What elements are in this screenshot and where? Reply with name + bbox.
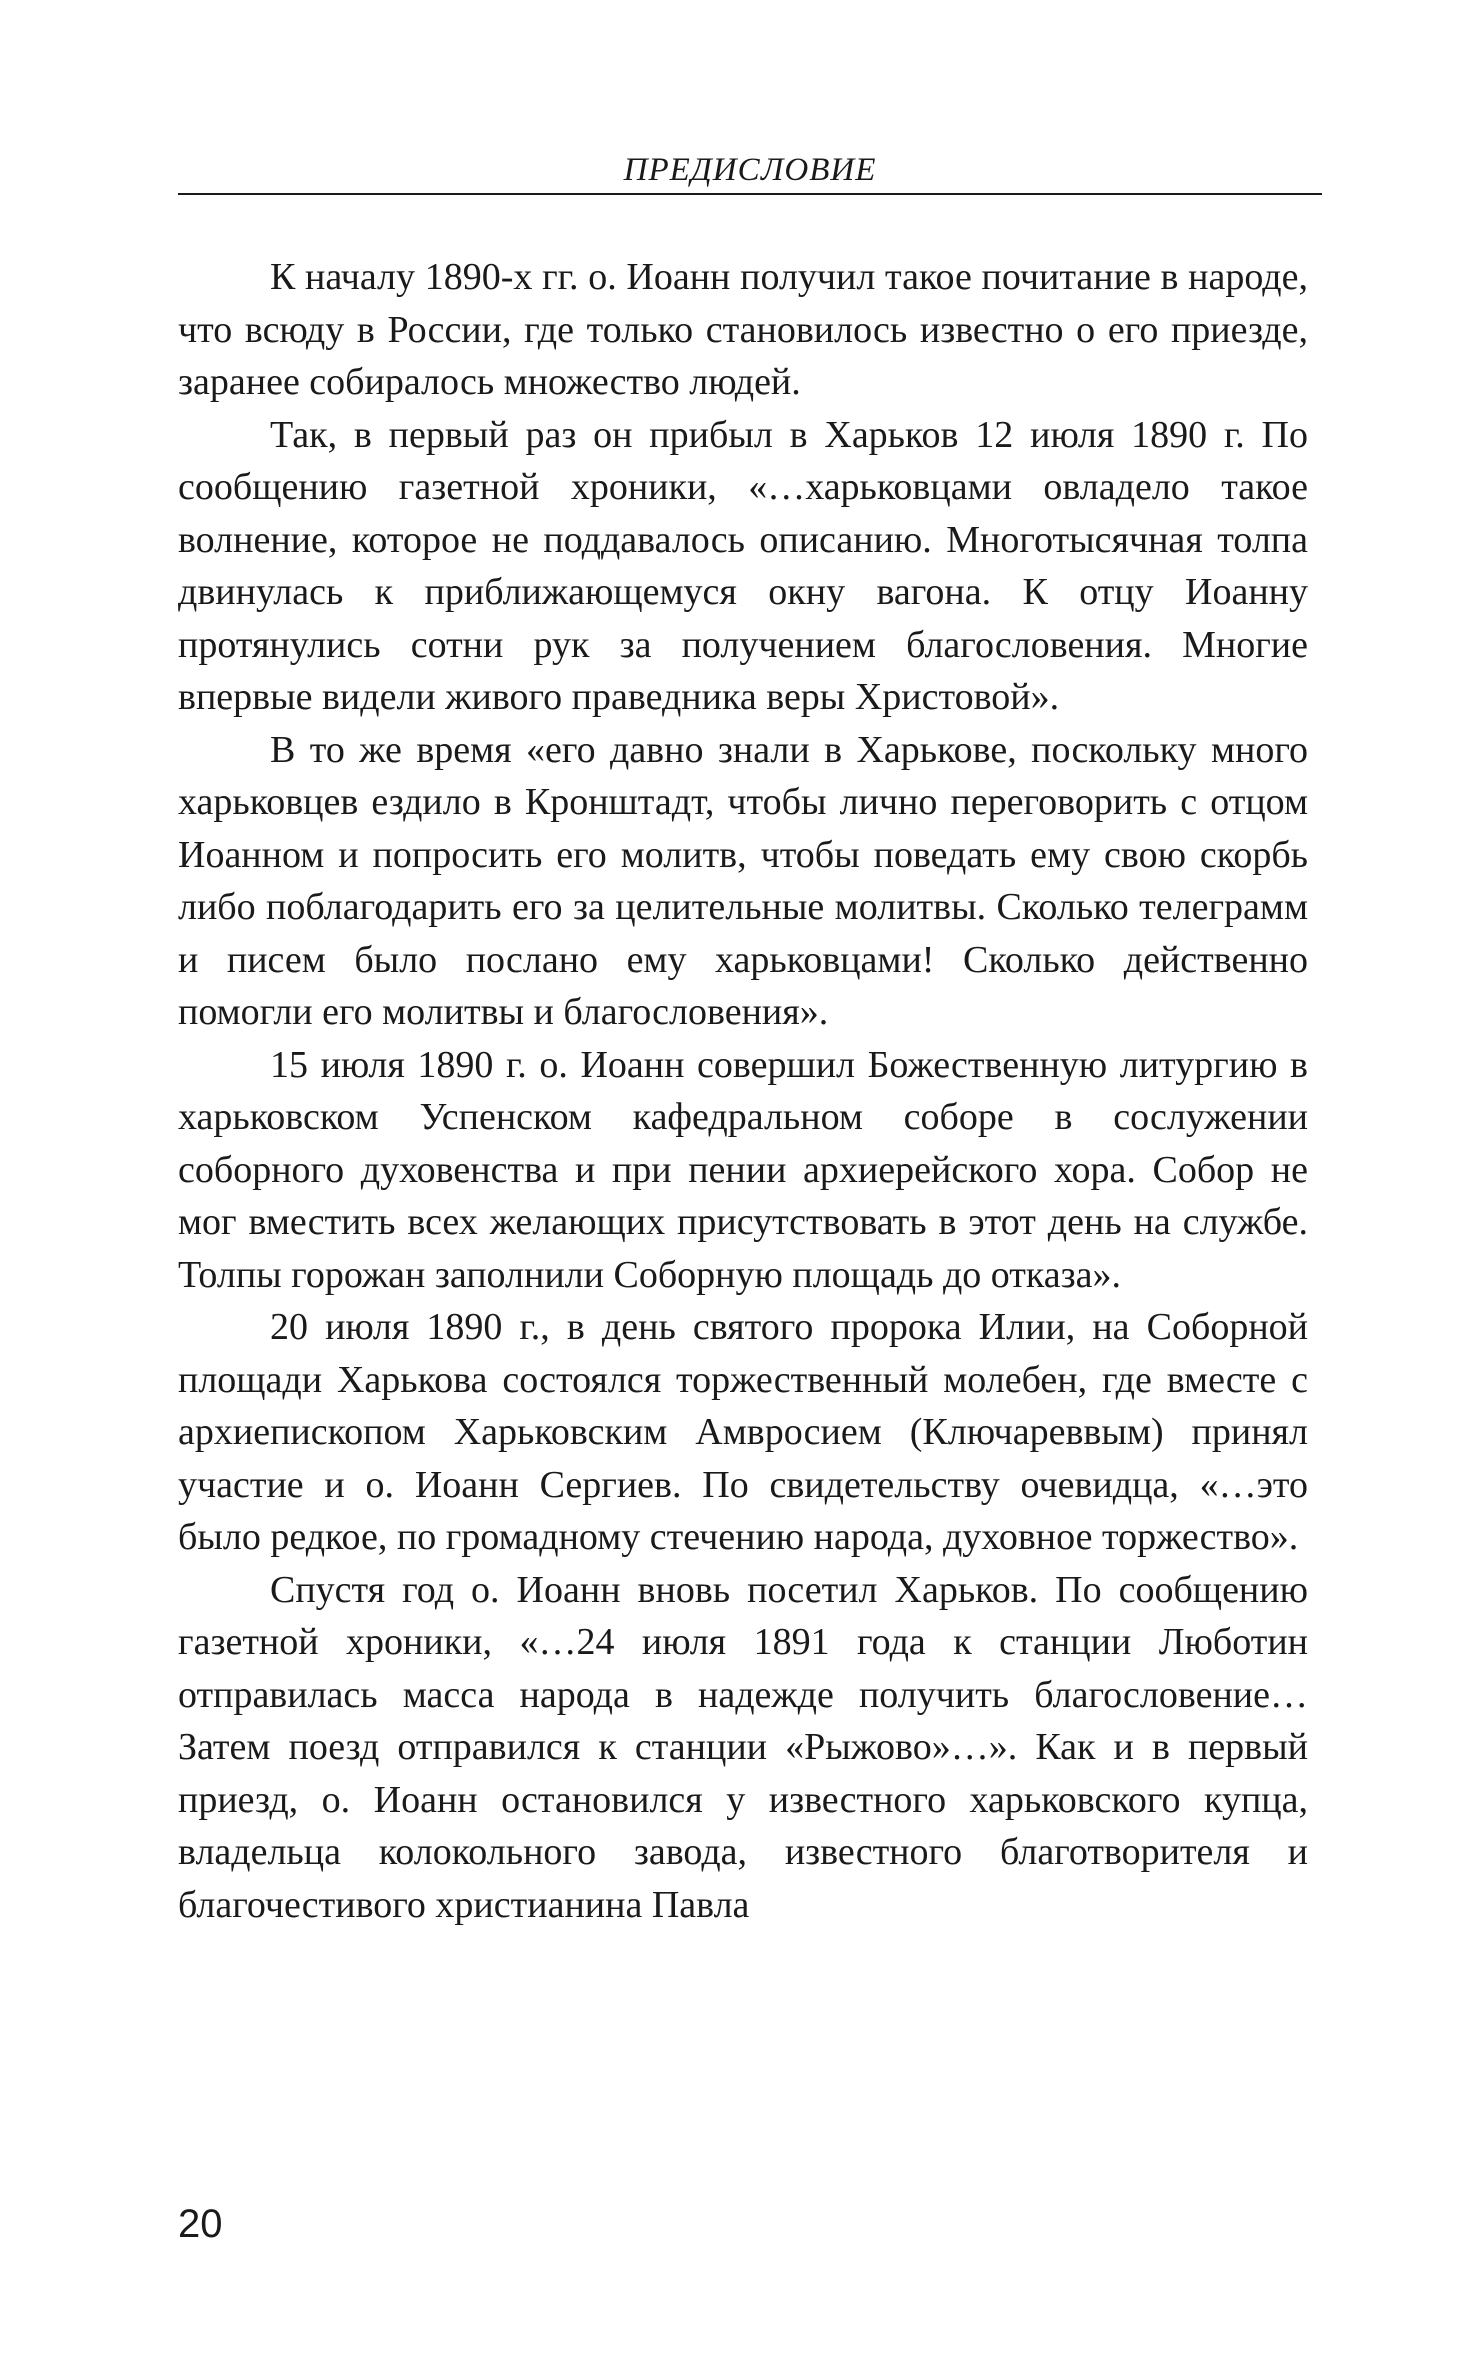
paragraph: Так, в первый раз он прибыл в Харьков 12 июля 1890 г. По сообщению газетной хроники, «…харьковцами овладело такое волнение, которое не поддавалось описанию. Многотысячная толпа двинулась к приближающемуся окну вагона. К отцу Иоанну протянулись сотни рук за получением благословения. Многие впервые видели живого праведника веры Христовой». [178,413,1308,718]
paragraph: 15 июля 1890 г. о. Иоанн совершил Божественную литургию в харьковском Успенском кафедральном соборе в сослужении соборного духовенства и при пении архиерейского хора. Собор не мог вместить всех желающих присутствовать в этот день на службе. Толпы горожан заполнили Соборную площадь до отказа». [178,1043,1308,1296]
body-text [178,251,1308,1931]
header-rule [178,193,1322,195]
paragraph: К началу 1890-х гг. о. Иоанн получил такое почитание в народе, что всюду в России, где только становилось известно о его приезде, заранее собиралось множество людей. [178,256,1308,403]
paragraph: В то же время «его давно знали в Харькове, поскольку много харьковцев ездило в Кронштадт, чтобы лично переговорить с отцом Иоанном и попросить его молитв, чтобы поведать ему свою скорбь либо поблагодарить его за целительные молитвы. Сколько телеграмм и писем было послано ему харьковцами! Сколько действенно помогли его молитвы и благословения». [178,728,1308,1033]
running-head: ПРЕДИСЛОВИЕ [623,152,877,188]
paragraph: 20 июля 1890 г., в день святого пророка Илии, на Соборной площади Харькова состоялся торжественный молебен, где вместе с архиепископом Харьковским Амвросием (Ключареввым) принял участие и о. Иоанн Сергиев. По свидетельству очевидца, «…это было редкое, по громадному стечению народа, духовное торжество». [178,1306,1308,1558]
paragraph: Спустя год о. Иоанн вновь посетил Харьков. По сообщению газетной хроники, «…24 июля 1891 года к станции Люботин отправилась масса народа в надежде получить благословение… Затем поезд отправился к станции «Рыжово»…». Как и в первый приезд, о. Иоанн остановился у известного харьковского купца, владельца колокольного завода, известного благотворителя и благочестивого христианина Павла [178,1568,1308,1926]
page-number: 20 [178,2202,223,2246]
